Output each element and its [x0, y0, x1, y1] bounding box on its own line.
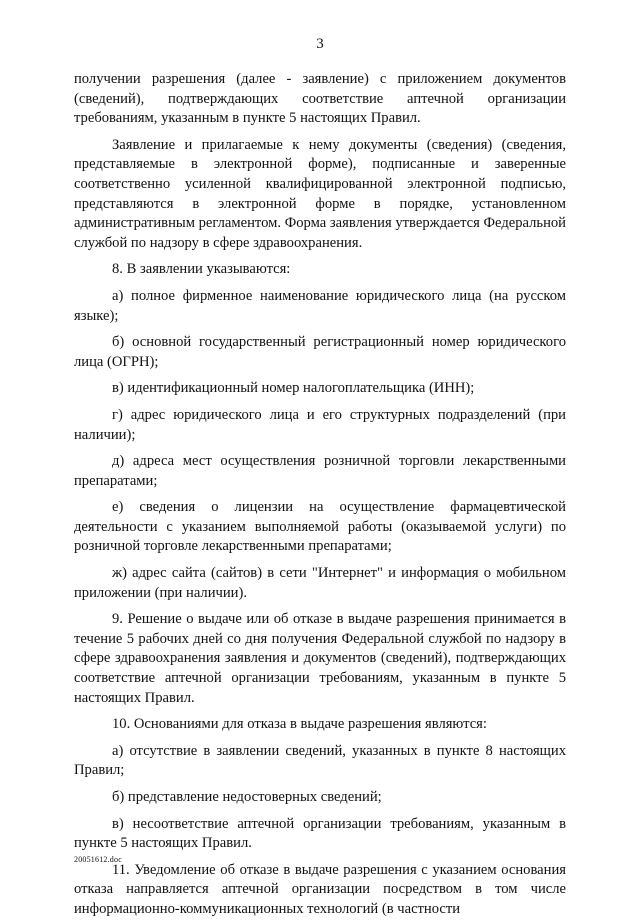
paragraph-item-8v: в) идентификационный номер налогоплательщика (ИНН);: [112, 380, 475, 397]
paragraph-item-8g: г) адрес юридического лица и его структурных подразделений (при наличии);: [74, 406, 566, 443]
paragraph-continuation: получении разрешения (далее - заявление) с приложением документов (сведений), подтверждающих соответствие аптечной организации требованиям, указанным в пункте 5 настоящих Правил.: [74, 71, 566, 127]
paragraph-item-9: 9. Решение о выдаче или об отказе в выдаче разрешения принимается в течение 5 рабочих дней со дня получения Федеральной службой по надзору в сфере здравоохранения заявления и документов (сведений), подтверждающих соответствие аптечной организации требованиям, указанным в пункте 5 настоящих Правил.: [74, 611, 566, 706]
paragraph-item-8d: д) адреса мест осуществления розничной торговли лекарственными препаратами;: [74, 453, 566, 489]
paragraph-item-8b: б) основной государственный регистрационный номер юридического лица (ОГРН);: [74, 334, 566, 370]
paragraph-item-8zh: ж) адрес сайта (сайтов) в сети "Интернет" и информация о мобильном приложении (при наличии).: [74, 565, 566, 601]
paragraph-item-10b: б) представление недостоверных сведений;: [112, 789, 382, 805]
paragraph-item-8: 8. В заявлении указываются:: [112, 261, 291, 278]
paragraph-application-documents: Заявление и прилагаемые к нему документы (сведения) (сведения, представляемые в электронной форме), подписанные и заверенные соответственно усиленной квалифицированной электронной подписью, представляются в электронной форме в порядке, установленном административным регламентом. Форма заявления утверждается Федеральной службой по надзору в сфере здравоохранения.: [74, 136, 566, 251]
paragraph-item-11: 11. Уведомление об отказе в выдаче разрешения с указанием основания отказа направляется аптечной организации посредством в том числе информационно-коммуникационных технологий (в частности: [74, 861, 566, 917]
paragraph-item-10: 10. Основаниями для отказа в выдаче разрешения являются:: [112, 716, 487, 733]
document-body: [74, 70, 566, 920]
paragraph-item-10a: а) отсутствие в заявлении сведений, указанных в пункте 8 настоящих Правил;: [74, 742, 566, 779]
paragraph-item-8a: а) полное фирменное наименование юридического лица (на русском языке);: [74, 287, 566, 324]
page-number: 3: [316, 36, 324, 52]
paragraph-item-10v: в) несоответствие аптечной организации требованиям, указанным в пункте 5 настоящих Правил.: [74, 815, 566, 852]
footer-file-code: 20051612.doc: [74, 855, 122, 864]
paragraph-item-8e: е) сведения о лицензии на осуществление фармацевтической деятельности с указанием выполняемой работы (оказываемой услуги) по розничной торговле лекарственными препаратами;: [74, 499, 566, 555]
